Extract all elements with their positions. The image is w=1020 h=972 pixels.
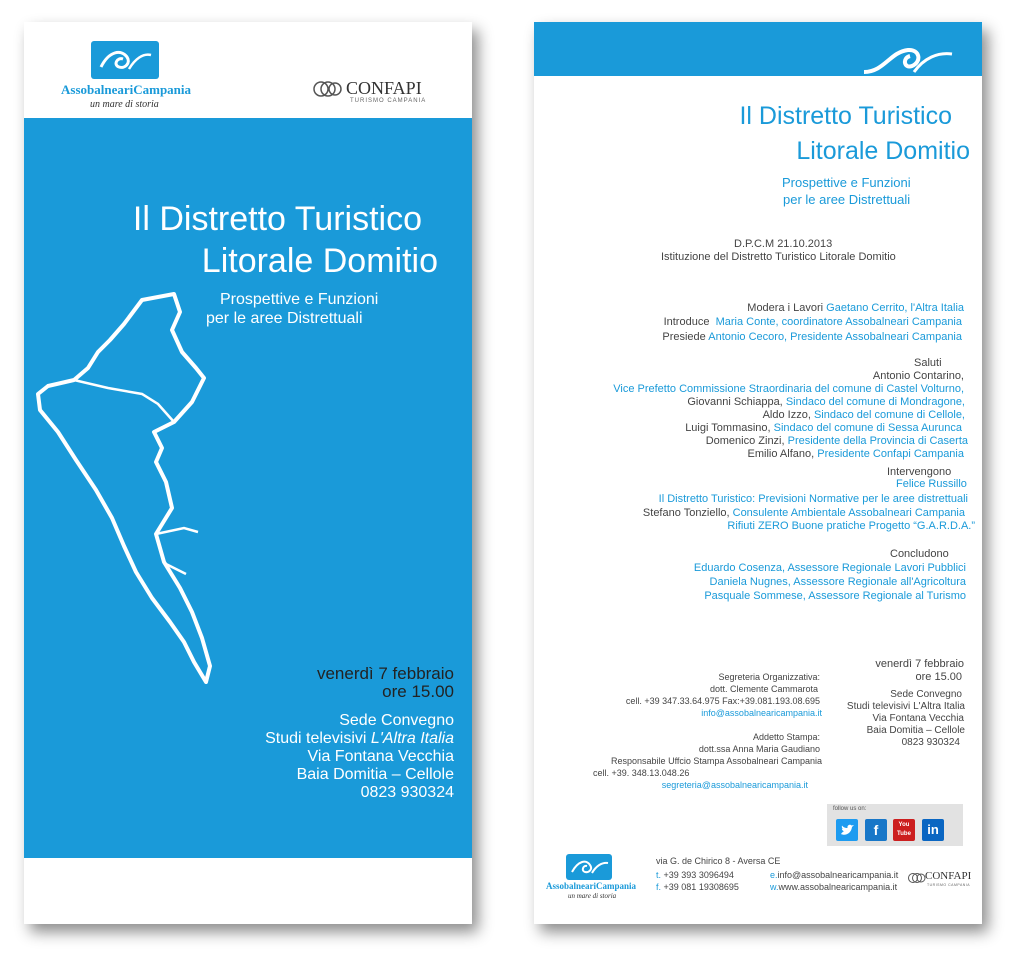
fax-value: +39 081 19308695: [663, 882, 739, 892]
secretariat-email[interactable]: info@assobalnearicampania.it: [701, 708, 822, 718]
speaker-3-role: Consulente Ambientale Assobalneari Campania: [732, 507, 965, 519]
back-subtitle-line1: Prospettive e Funzioni: [782, 175, 911, 190]
greeting-4-name: Luigi Tommasino,: [685, 422, 771, 434]
press-name: dott.ssa Anna Maria Gaudiano: [698, 744, 820, 754]
cover-venue-prefix: Studi televisivi: [265, 730, 367, 747]
cover-event-time: ore 15.00: [382, 682, 454, 701]
decree-line2: Istituzione del Distretto Turistico Litorale Domitio: [661, 251, 896, 263]
cover-venue-label: Sede Convegno: [339, 712, 454, 729]
back-subtitle-line2: per le aree Distrettuali: [783, 192, 911, 207]
cover-city: Baia Domitia – Cellole: [296, 766, 454, 783]
linkedin-icon[interactable]: in: [922, 819, 944, 841]
press-role: Responsabile Uffcio Stampa Assobalneari Campania: [611, 756, 822, 766]
greeting-4: [544, 421, 962, 435]
greeting-1-role: Vice Prefetto Commissione Straordinaria del comune di Castel Volturno,: [613, 383, 964, 395]
wave-logo-mark: [864, 42, 954, 76]
cover-subtitle-line2: per le aree Distrettuali: [206, 310, 363, 327]
speaker-4-topic: Rifiuti ZERO Buone pratiche Progetto “G.A.R.D.A.”: [727, 520, 975, 532]
speaker-3: [544, 506, 965, 520]
secretariat-name: dott. Clemente Cammarota: [709, 684, 818, 694]
back-venue-name: L'Altra Italia: [913, 701, 965, 712]
web-label: w.: [770, 882, 779, 892]
web-value: www.assobalnearicampania.it: [778, 882, 898, 892]
press-label: Addetto Stampa:: [752, 732, 820, 742]
cover-venue: [124, 730, 454, 748]
cover-title-line1: Il Distretto Turistico: [132, 200, 422, 238]
intro-row: [544, 315, 962, 329]
cover-event-date: venerdì 7 febbraio: [316, 664, 454, 683]
back-venue-prefix: Studi televisivi: [846, 701, 911, 712]
secretariat-phones: cell. +39 347.33.64.975 Fax:+39.081.193.08.695: [625, 696, 820, 706]
footer-partner-subtitle: TURISMO CAMPANIA: [927, 883, 971, 887]
press-email[interactable]: segreteria@assobalnearicampania.it: [661, 780, 808, 790]
secretariat-label: Segreteria Organizzativa:: [718, 672, 820, 682]
cover-venue-name: L'Altra Italia: [370, 730, 454, 747]
greeting-5: [544, 434, 968, 448]
greeting-5-name: Domenico Zinzi,: [705, 435, 785, 447]
decree-line1: D.P.C.M 21.10.2013: [734, 238, 833, 250]
intro-label: Introduce: [663, 316, 710, 328]
cover-phone: 0823 930324: [360, 784, 454, 801]
greeting-4-role: Sindaco del comune di Sessa Aurunca: [773, 422, 962, 434]
press-phone: cell. +39. 348.13.048.26: [593, 768, 690, 778]
flyer-back: [534, 22, 982, 924]
email-label: e.: [770, 870, 778, 880]
social-label: follow us on:: [833, 806, 867, 812]
greeting-2-role: Sindaco del comune di Mondragone,: [785, 396, 965, 408]
greeting-5-role: Presidente della Provincia di Caserta: [787, 435, 968, 447]
footer-email[interactable]: [770, 870, 898, 882]
speakers-label: Intervengono: [887, 466, 952, 478]
brand-tagline: un mare di storia: [90, 99, 159, 110]
youtube-icon[interactable]: You Tube: [893, 819, 915, 841]
greeting-3: [544, 408, 965, 422]
facebook-icon[interactable]: f: [865, 819, 887, 841]
back-title-line2: Litorale Domitio: [796, 137, 970, 165]
greeting-6-role: Presidente Confapi Campania: [817, 448, 964, 460]
greetings-label: Saluti: [914, 357, 942, 369]
speaker-1: Felice Russillo: [896, 478, 967, 490]
cover-street: Via Fontana Vecchia: [307, 748, 454, 765]
footer-tel: [656, 870, 734, 882]
confapi-logo-mark: [312, 78, 342, 100]
back-city: Baia Domitia – Cellole: [866, 725, 965, 736]
closing-2: Daniela Nugnes, Assessore Regionale all'Agricoltura: [709, 576, 966, 588]
back-phone: 0823 930324: [901, 737, 960, 748]
greeting-1-name: Antonio Contarino,: [872, 370, 964, 382]
greeting-6: [544, 447, 964, 461]
cover-title-line2: Litorale Domitio: [201, 242, 438, 280]
footer-confapi-mark: [908, 871, 926, 885]
closing-label: Concludono: [890, 548, 949, 560]
chair-name: Antonio Cecoro, Presidente Assobalneari Campania: [708, 331, 962, 343]
back-event-date: venerdì 7 febbraio: [875, 658, 964, 670]
greeting-6-name: Emilio Alfano,: [747, 448, 815, 460]
greeting-2-name: Giovanni Schiappa,: [687, 396, 783, 408]
footer-fax: [656, 882, 739, 894]
greeting-2: [544, 395, 965, 409]
speaker-2-topic: Il Distretto Turistico: Previsioni Normative per le aree distrettuali: [658, 493, 968, 505]
chair-label: Presiede: [662, 331, 706, 343]
back-venue-label: Sede Convegno: [890, 689, 962, 700]
email-value: info@assobalnearicampania.it: [777, 870, 899, 880]
litorale-map-outline: [24, 282, 244, 702]
footer-address: via G. de Chirico 8 - Aversa CE: [656, 856, 781, 866]
chair-row: [544, 330, 962, 344]
back-title-line1: Il Distretto Turistico: [739, 102, 952, 130]
moderator-name: Gaetano Cerrito, l'Altra Italia: [826, 302, 964, 314]
social-box: [827, 804, 963, 846]
cover-subtitle-line1: Prospettive e Funzioni: [220, 291, 379, 308]
back-street: Via Fontana Vecchia: [872, 713, 964, 724]
partner-name: CONFAPI: [346, 78, 422, 98]
brand-name: AssobalneariCampania: [61, 82, 192, 97]
intro-name: Maria Conte, coordinatore Assobalneari Campania: [715, 316, 962, 328]
fax-label: f.: [656, 882, 662, 892]
assobalneari-logo-mark: [91, 41, 159, 79]
footer-partner-name: CONFAPI: [925, 870, 972, 882]
closing-1: Eduardo Cosenza, Assessore Regionale Lavori Pubblici: [693, 562, 966, 574]
back-venue: [814, 701, 965, 714]
closing-3: Pasquale Sommese, Assessore Regionale al Turismo: [704, 590, 966, 602]
speaker-3-name: Stefano Tonziello,: [642, 507, 730, 519]
footer-logo-mark: [566, 854, 612, 880]
tel-label: t.: [656, 870, 662, 880]
moderator-row: [544, 301, 964, 315]
footer-tagline: un mare di storia: [568, 892, 617, 900]
back-event-time: ore 15.00: [915, 671, 962, 683]
greeting-3-name: Aldo Izzo,: [762, 409, 811, 421]
moderator-label: Modera i Lavori: [747, 302, 824, 314]
footer-web[interactable]: [770, 882, 897, 894]
twitter-icon[interactable]: [836, 819, 858, 841]
greeting-3-role: Sindaco del comune di Cellole,: [813, 409, 965, 421]
tel-value: +39 393 3096494: [663, 870, 734, 880]
partner-subtitle: TURISMO CAMPANIA: [350, 98, 427, 104]
flyer-front: [24, 22, 472, 924]
footer-brand-name: AssobalneariCampania: [546, 881, 637, 891]
